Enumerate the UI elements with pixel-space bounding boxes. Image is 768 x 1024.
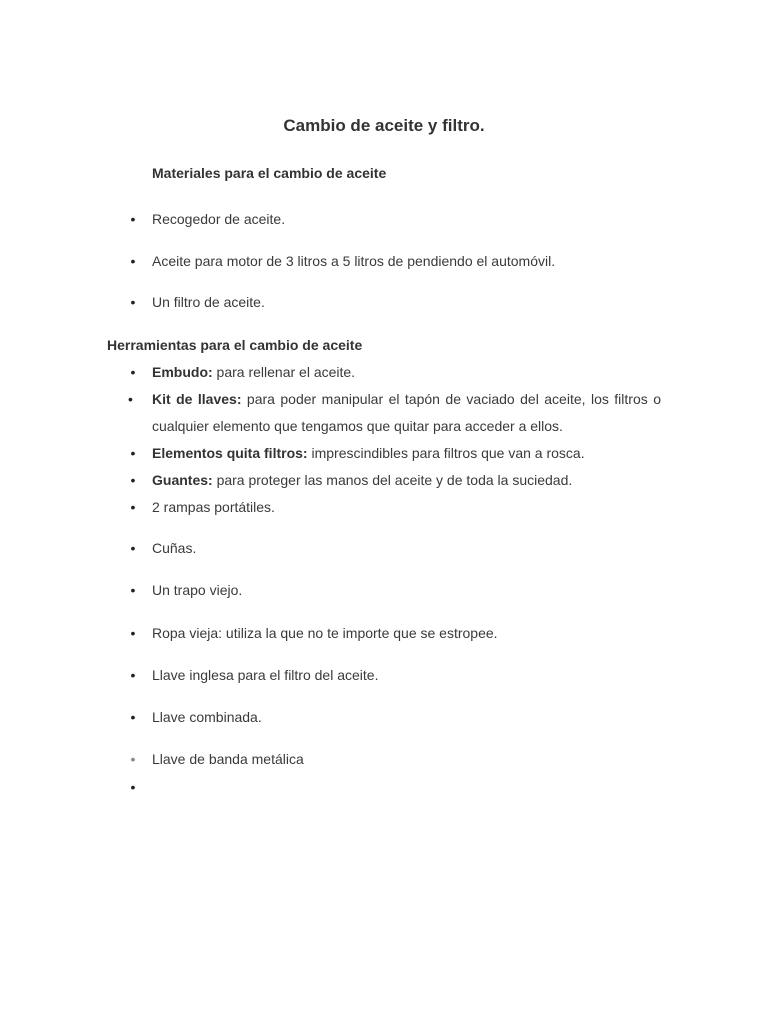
bullet-icon: •	[130, 253, 136, 269]
list-item-text: para proteger las manos del aceite y de toda la suciedad.	[212, 472, 573, 488]
list-item	[130, 577, 661, 604]
list-item	[130, 248, 661, 275]
list-item-text: para poder manipular el tapón de vaciado del aceite, los filtros o cualquier elemento que tengamos que quitar para acceder a ellos.	[152, 391, 661, 434]
list-item	[130, 206, 661, 233]
list-item-text: Un trapo viejo.	[152, 582, 243, 598]
bullet-icon: •	[130, 364, 136, 380]
bullet-icon: •	[130, 472, 136, 488]
list-item	[130, 746, 661, 773]
list-item	[130, 494, 661, 521]
list-item-text: Llave inglesa para el filtro del aceite.	[152, 667, 379, 683]
list-item	[128, 386, 661, 440]
list-item-text: Cuñas.	[152, 540, 197, 556]
list-item-text: Llave de banda metálica	[152, 751, 304, 767]
bullet-icon: •	[130, 582, 136, 598]
list-item-text: Llave combinada.	[152, 709, 262, 725]
bullet-icon: •	[130, 540, 136, 556]
list-item-term: Guantes:	[152, 472, 213, 488]
list-item	[130, 467, 661, 494]
list-item-term: Elementos quita filtros:	[152, 445, 308, 461]
bullet-icon: •	[128, 391, 133, 407]
bullet-icon: •	[130, 499, 136, 515]
list-item	[130, 620, 661, 647]
list-item-term: Embudo:	[152, 364, 213, 380]
materials-heading: Materiales para el cambio de aceite	[152, 165, 387, 181]
bullet-icon: •	[130, 779, 136, 795]
bullet-icon: •	[130, 709, 136, 725]
list-item-text: Recogedor de aceite.	[152, 211, 286, 227]
list-item	[130, 289, 661, 316]
list-item-text: imprescindibles para filtros que van a rosca.	[307, 445, 585, 461]
bullet-icon: •	[130, 294, 136, 310]
document-title: Cambio de aceite y filtro.	[283, 116, 485, 135]
bullet-icon: •	[130, 667, 136, 683]
list-item	[130, 535, 661, 562]
list-item	[130, 359, 661, 386]
list-item	[130, 440, 661, 467]
list-item	[130, 662, 661, 689]
list-item-text: Ropa vieja: utiliza la que no te importe que se estropee.	[152, 625, 498, 641]
list-item-term: Kit de llaves:	[152, 391, 242, 407]
list-item-text: para rellenar el aceite.	[212, 364, 356, 380]
bullet-icon: •	[130, 445, 136, 461]
list-item	[130, 704, 661, 731]
bullet-icon: •	[130, 625, 136, 641]
list-item-text: Un filtro de aceite.	[152, 294, 265, 310]
tools-heading: Herramientas para el cambio de aceite	[107, 337, 363, 353]
list-item-text: Aceite para motor de 3 litros a 5 litros de pendiendo el automóvil.	[152, 253, 556, 269]
list-item-text: 2 rampas portátiles.	[152, 499, 275, 515]
bullet-icon: •	[130, 751, 136, 767]
bullet-icon: •	[130, 211, 136, 227]
